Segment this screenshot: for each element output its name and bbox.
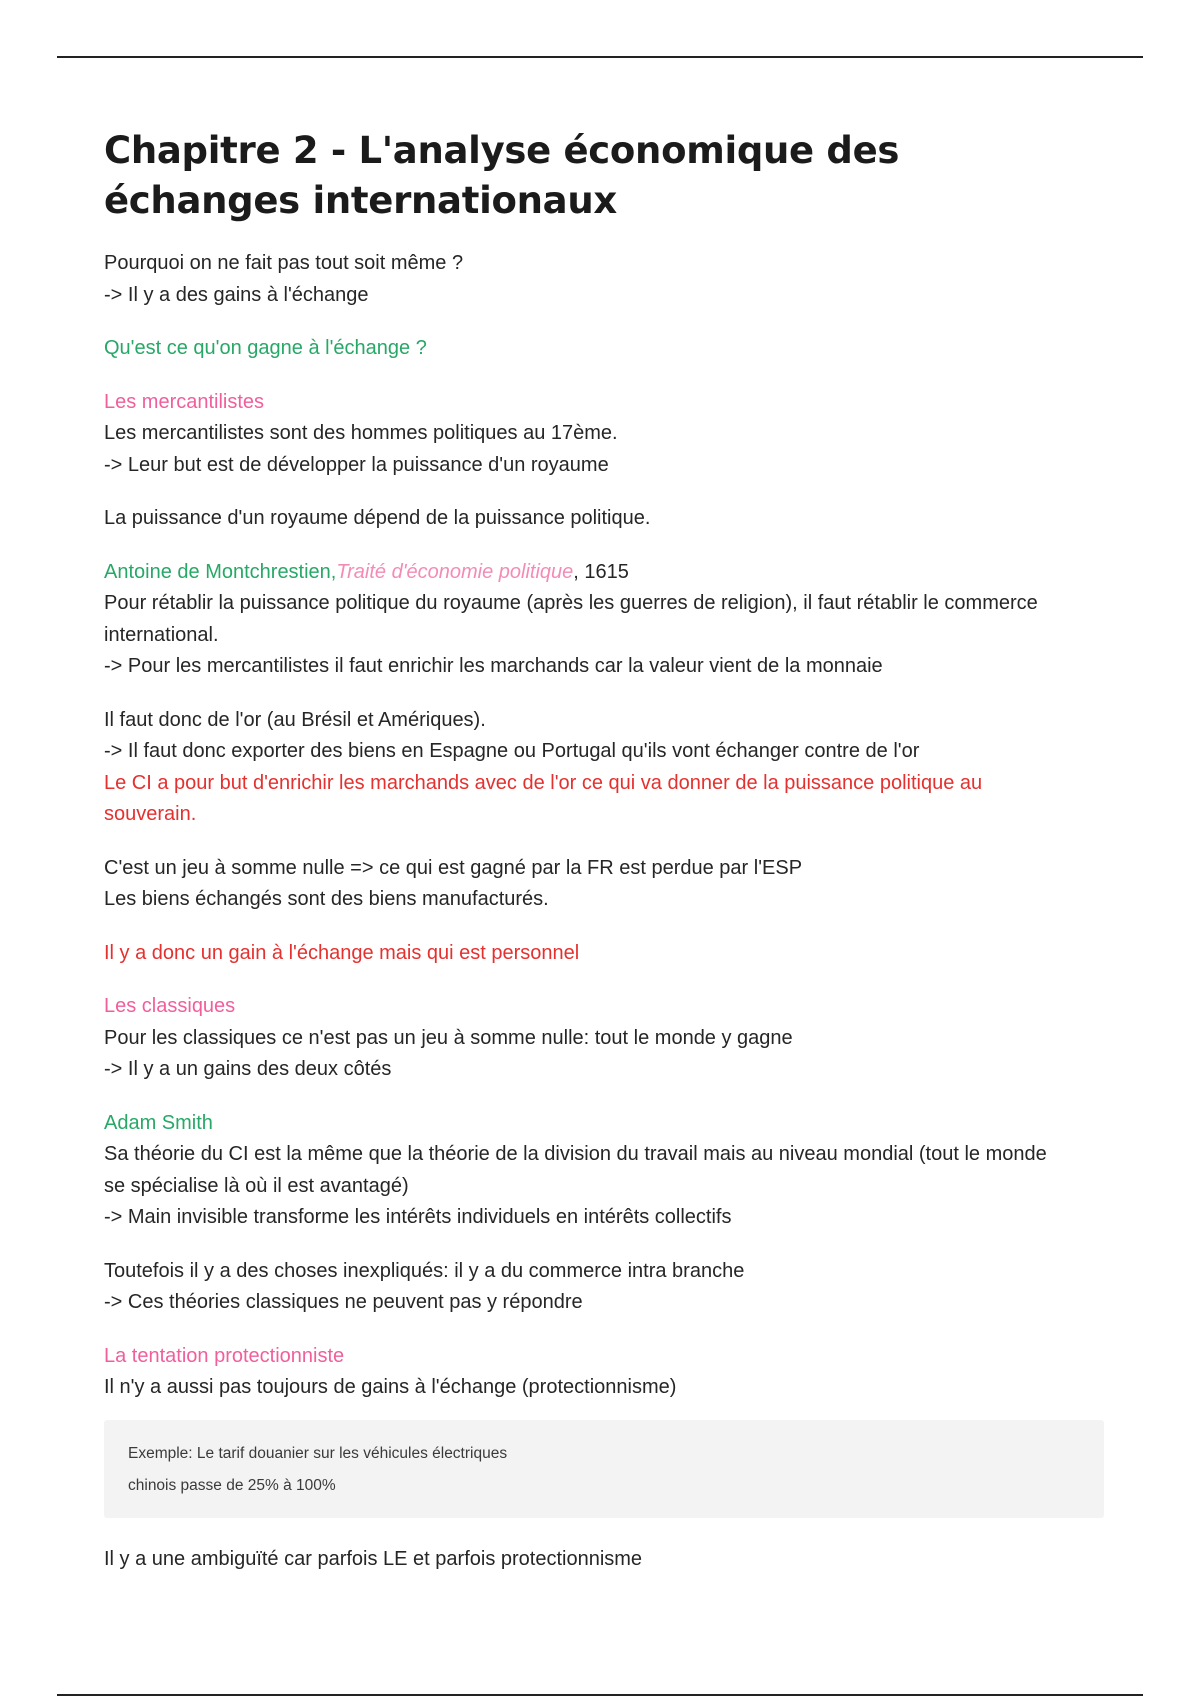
mercantilistes-intro [104, 387, 1104, 482]
mercantilistes-para-3b: Les biens échangés sont des biens manufacturés. [104, 888, 549, 910]
gold-block [104, 705, 1104, 831]
classiques-heading: Les classiques [104, 995, 236, 1017]
montchrestien-block [104, 557, 1104, 683]
example-line-b: chinois passe de 25% à 100% [128, 1476, 336, 1494]
protectionniste-line-1: Il n'y a aussi pas toujours de gains à l'échange (protectionnisme) [104, 1376, 677, 1398]
source-author: Antoine de Montchrestien, [104, 560, 337, 583]
mercantilistes-para-2a: Il faut donc de l'or (au Brésil et Amériques). [104, 708, 486, 731]
mercantilistes-para-1c: -> Pour les mercantilistes il faut enrichir les marchands car la valeur vient de la monnaie [104, 655, 883, 677]
mercantilistes-highlight-a: Le CI a pour but d'enrichir les marchands avec de l'or ce qui va donner de la puissance politique au [104, 771, 983, 794]
smith-para-1b: se spécialise là où il est avantagé) [104, 1174, 409, 1197]
zero-sum-block [104, 853, 1104, 916]
protectionniste-heading: La tentation protectionniste [104, 1344, 345, 1367]
classiques-intro [104, 991, 1104, 1086]
closing-line: Il y a une ambiguïté car parfois LE et parfois protectionnisme [104, 1547, 643, 1570]
mercantilistes-para-3a: C'est un jeu à somme nulle => ce qui est gagné par la FR est perdue par l'ESP [104, 856, 803, 879]
top-rule [57, 56, 1143, 58]
source-year: , 1615 [573, 560, 629, 583]
smith-para-1c: -> Main invisible transforme les intérêts individuels en intérêts collectifs [104, 1206, 732, 1228]
intro-answer: -> Il y a des gains à l'échange [104, 283, 369, 306]
mercantilistes-heading: Les mercantilistes [104, 390, 265, 413]
document-page [104, 126, 1104, 1597]
classiques-line-2: -> Il y a un gains des deux côtés [104, 1058, 392, 1080]
intro-block [104, 248, 1104, 311]
intro-question: Pourquoi on ne fait pas tout soit même ? [104, 252, 464, 274]
protectionniste-intro [104, 1341, 1104, 1404]
mercantilistes-power [104, 503, 1104, 535]
classiques-para-2a: Toutefois il y a des choses inexpliqués: il y a du commerce intra branche [104, 1259, 745, 1282]
section-question-block [104, 333, 1104, 365]
example-callout [104, 1420, 1104, 1518]
smith-block [104, 1108, 1104, 1234]
smith-author: Adam Smith [104, 1111, 213, 1134]
smith-para-1a: Sa théorie du CI est la même que la théorie de la division du travail mais au niveau mondial (tout le monde [104, 1143, 1047, 1165]
mercantilistes-line-1: Les mercantilistes sont des hommes politiques au 17ème. [104, 422, 618, 444]
mercantilistes-line-3: La puissance d'un royaume dépend de la puissance politique. [104, 507, 651, 529]
source-citation [104, 557, 1104, 589]
mercantilistes-para-1a: Pour rétablir la puissance politique du royaume (après les guerres de religion), il faut rétablir le commerce [104, 592, 1038, 614]
mercantilistes-conclusion: Il y a donc un gain à l'échange mais qui est personnel [104, 941, 580, 964]
source-title: Traité d'économie politique [336, 560, 574, 583]
classiques-line-1: Pour les classiques ce n'est pas un jeu à somme nulle: tout le monde y gagne [104, 1026, 793, 1049]
example-line-a: Exemple: Le tarif douanier sur les véhicules électriques [128, 1444, 508, 1462]
mercantilistes-para-2b: -> Il faut donc exporter des biens en Espagne ou Portugal qu'ils vont échanger contre de l'or [104, 740, 920, 762]
closing-block [104, 1544, 1104, 1576]
bottom-rule [57, 1694, 1143, 1696]
classiques-para-2b: -> Ces théories classiques ne peuvent pas y répondre [104, 1291, 583, 1313]
mercantilistes-highlight-b: souverain. [104, 803, 197, 825]
intra-branch-block [104, 1256, 1104, 1319]
mercantilistes-para-1b: international. [104, 623, 219, 646]
mercantilistes-conclusion-block [104, 938, 1104, 970]
section-question: Qu'est ce qu'on gagne à l'échange ? [104, 337, 427, 359]
page-title: Chapitre 2 - L'analyse économique des échanges internationaux [104, 129, 900, 222]
mercantilistes-line-2: -> Leur but est de développer la puissance d'un royaume [104, 453, 609, 476]
